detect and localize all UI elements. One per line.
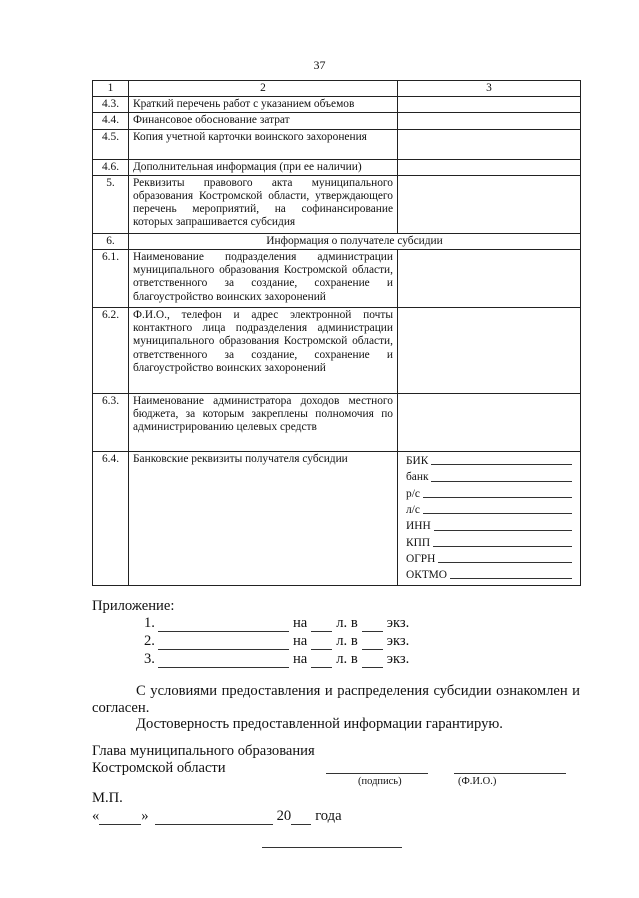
attachment-copies-field[interactable]	[362, 617, 383, 632]
row-value	[398, 175, 581, 233]
attachment-number: 3.	[144, 651, 155, 667]
guarantee-paragraph: Достоверность предоставленной информации гарантирую.	[136, 716, 503, 732]
attachment-item	[144, 633, 444, 650]
blank-line	[431, 464, 572, 465]
row-text: Краткий перечень работ с указанием объемов	[129, 97, 398, 113]
bank-field-ls[interactable]	[406, 501, 572, 517]
attachment-title: Приложение:	[92, 598, 175, 614]
bank-field-label: р/с	[406, 487, 420, 500]
row-number: 4.4.	[93, 113, 129, 129]
bank-field-bik[interactable]	[406, 452, 572, 468]
attachment-name-field[interactable]	[158, 617, 289, 632]
table-row	[93, 250, 581, 308]
row-number: 4.5.	[93, 129, 129, 159]
subsidy-info-table	[92, 80, 581, 586]
date-close-quote: »	[141, 808, 149, 824]
date-line	[92, 808, 342, 825]
header-col-1: 1	[93, 81, 129, 97]
attachment-number: 2.	[144, 633, 155, 649]
attachment-copies-label: экз.	[386, 633, 410, 649]
row-value	[398, 308, 581, 394]
bank-field-kpp[interactable]	[406, 534, 572, 550]
row-number: 6.4.	[93, 452, 129, 586]
year-field[interactable]	[291, 810, 311, 825]
blank-line	[431, 481, 572, 482]
signatory-title: Глава муниципального образования	[92, 743, 315, 759]
table-row	[93, 394, 581, 452]
attachment-on-label: на	[292, 633, 308, 649]
attachment-name-field[interactable]	[158, 653, 289, 668]
full-name-field[interactable]	[454, 772, 566, 774]
attachment-copies-field[interactable]	[362, 635, 383, 650]
row-value	[398, 250, 581, 308]
bank-field-label: банк	[406, 471, 429, 484]
attachment-pages-label: л. в	[336, 615, 358, 631]
row-text: Наименование подразделения администрации муниципального образования Костромской области, ответственного за создание, сохранение и благоустройство воинских захоронений	[129, 250, 398, 308]
attachment-number: 1.	[144, 615, 155, 631]
header-col-3: 3	[398, 81, 581, 97]
attachment-copies-label: экз.	[386, 651, 410, 667]
signature-field[interactable]	[326, 772, 428, 774]
row-number: 5.	[93, 175, 129, 233]
row-text: Финансовое обоснование затрат	[129, 113, 398, 129]
row-value	[398, 129, 581, 159]
bank-field-bank[interactable]	[406, 468, 572, 484]
attachment-copies-field[interactable]	[362, 653, 383, 668]
row-value	[398, 394, 581, 452]
signature-caption: (подпись)	[358, 776, 402, 787]
row-value	[398, 97, 581, 113]
bank-field-label: ОКТМО	[406, 569, 447, 582]
footer-divider	[262, 846, 402, 848]
row-text: Копия учетной карточки воинского захоронения	[129, 129, 398, 159]
agreement-paragraph: С условиями предоставления и распределения субсидии ознакомлен и согласен.	[92, 683, 580, 716]
table-row	[93, 129, 581, 159]
name-caption: (Ф.И.О.)	[458, 776, 497, 787]
table-row	[93, 159, 581, 175]
row-number: 4.3.	[93, 97, 129, 113]
blank-line	[434, 530, 572, 531]
header-col-2: 2	[129, 81, 398, 97]
bank-details	[398, 452, 581, 586]
attachment-on-label: на	[292, 651, 308, 667]
row-text: Банковские реквизиты получателя субсидии	[129, 452, 398, 586]
bank-field-label: ОГРН	[406, 552, 436, 565]
date-open-quote: «	[92, 808, 100, 824]
bank-field-label: ИНН	[406, 520, 431, 533]
year-suffix: года	[315, 808, 342, 824]
year-prefix: 20	[276, 808, 292, 824]
row-number: 6.	[93, 233, 129, 249]
bank-field-ogrn[interactable]	[406, 550, 572, 566]
attachment-pages-field[interactable]	[311, 635, 332, 650]
row-value	[398, 159, 581, 175]
row-number: 6.2.	[93, 308, 129, 394]
attachment-item	[144, 615, 444, 632]
attachment-name-field[interactable]	[158, 635, 289, 650]
attachment-pages-field[interactable]	[311, 653, 332, 668]
row-number: 4.6.	[93, 159, 129, 175]
attachment-pages-field[interactable]	[311, 617, 332, 632]
attachment-on-label: на	[292, 615, 308, 631]
table-row	[93, 452, 581, 586]
day-field[interactable]	[99, 810, 141, 825]
table-row	[93, 308, 581, 394]
row-number: 6.3.	[93, 394, 129, 452]
bank-field-label: л/с	[406, 504, 420, 516]
month-field[interactable]	[155, 810, 273, 825]
table-header-row	[93, 81, 581, 97]
table-section-row	[93, 233, 581, 249]
table-row	[93, 97, 581, 113]
bank-field-inn[interactable]	[406, 517, 572, 533]
row-text: Наименование администратора доходов местного бюджета, за которым закреплены полномочия по администрированию целевых средств	[129, 394, 398, 452]
row-text: Дополнительная информация (при ее наличии)	[129, 159, 398, 175]
attachment-pages-label: л. в	[336, 651, 358, 667]
blank-line	[450, 578, 572, 579]
signatory-region: Костромской области	[92, 760, 226, 776]
bank-field-rs[interactable]	[406, 485, 572, 501]
attachment-item	[144, 651, 444, 668]
blank-line	[433, 546, 572, 547]
blank-line	[423, 497, 572, 498]
table-row	[93, 113, 581, 129]
table-row	[93, 175, 581, 233]
section-title: Информация о получателе субсидии	[129, 233, 581, 249]
row-text: Ф.И.О., телефон и адрес электронной почты контактного лица подразделения администрации муниципального образования Костромской области, ответственного за создание, сохранение и благоустройство воинских захоронений	[129, 308, 398, 394]
blank-line	[423, 513, 572, 514]
attachment-copies-label: экз.	[386, 615, 410, 631]
row-number: 6.1.	[93, 250, 129, 308]
stamp-label: М.П.	[92, 790, 123, 806]
bank-field-label: БИК	[406, 455, 429, 468]
bank-field-oktmo[interactable]	[406, 566, 572, 582]
row-text: Реквизиты правового акта муниципального образования Костромской области, утверждающего перечень мероприятий, на софинансирование которых запрашивается субсидия	[129, 175, 398, 233]
blank-line	[438, 562, 572, 563]
row-value	[398, 113, 581, 129]
attachment-pages-label: л. в	[336, 633, 358, 649]
bank-field-label: КПП	[406, 536, 431, 549]
page-number: 37	[313, 58, 326, 72]
